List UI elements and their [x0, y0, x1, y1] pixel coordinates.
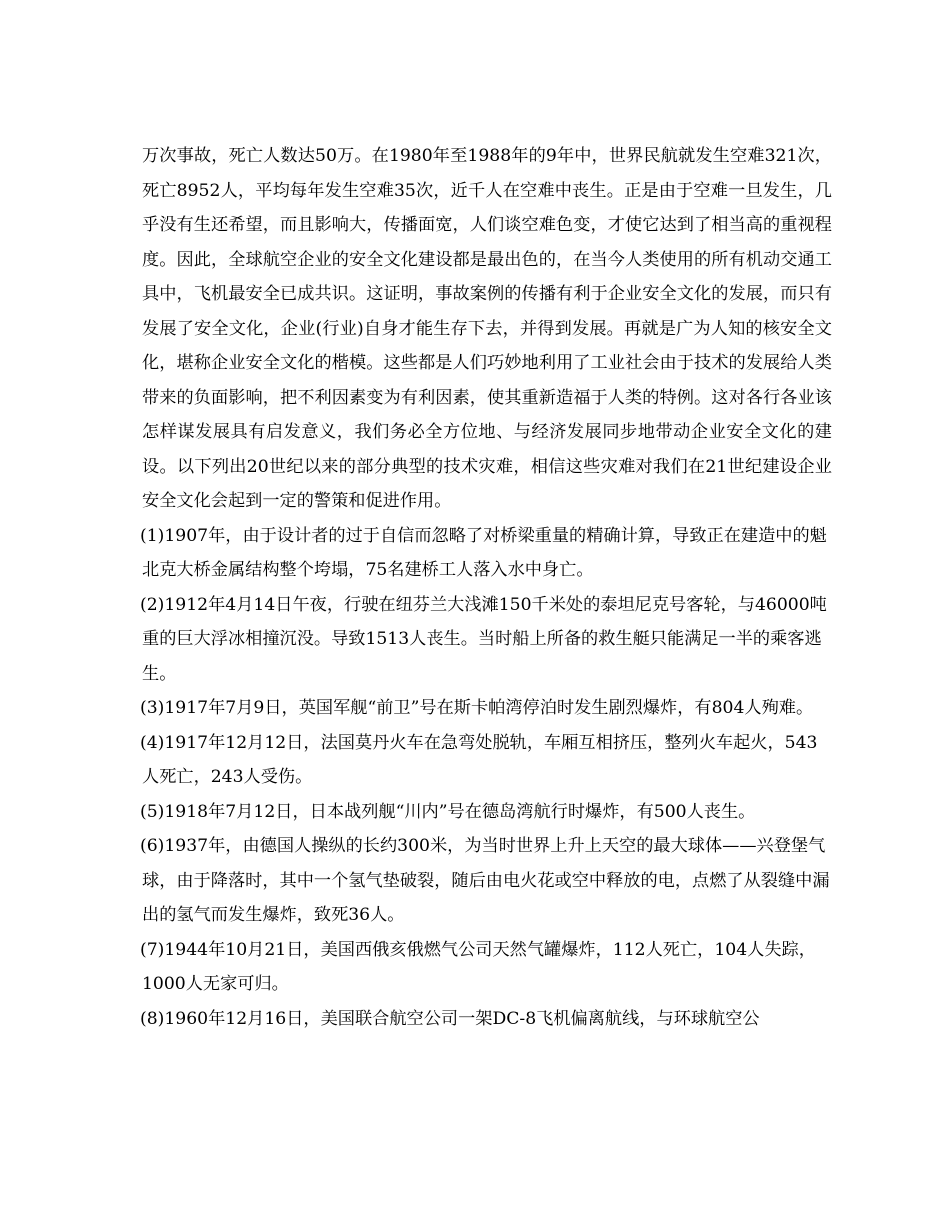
list-item: (4)1917年12月12日，法国莫丹火车在急弯处脱轨，车厢互相挤压，整列火车起火，543人死亡，243人受伤。 [140, 732, 818, 787]
list-item: (2)1912年4月14日午夜，行驶在纽芬兰大浅滩150千米处的泰坦尼克号客轮，与46000吨重的巨大浮冰相撞沉没。导致1513人丧生。当时船上所备的救生艇只能满足一半的乘客逃生。 [140, 594, 827, 684]
document-body [142, 139, 832, 1036]
intro-paragraph: 万次事故，死亡人数达50万。在1980年至1988年的9年中，世界民航就发生空难321次，死亡8952人，平均每年发生空难35次，近千人在空难中丧生。正是由于空难一旦发生，几乎没有生还希望，而且影响大，传播面宽，人们谈空难色变，才使它达到了相当高的重视程度。因此，全球航空企业的安全文化建设都是最出色的，在当今人类使用的所有机动交通工具中，飞机最安全已成共识。这证明，事故案例的传播有利于企业安全文化的发展，而只有发展了安全文化，企业(行业)自身才能生存下去，并得到发展。再就是广为人知的核安全文化，堪称企业安全文化的楷模。这些都是人们巧妙地利用了工业社会由于技术的发展给人类带来的负面影响，把不利因素变为有利因素，使其重新造福于人类的特例。这对各行各业该怎样谋发展具有启发意义，我们务必全方位地、与经济发展同步地带动企业安全文化的建设。以下列出20世纪以来的部分典型的技术灾难，相信这些灾难对我们在21世纪建设企业安全文化会起到一定的警策和促进作用。 [142, 146, 832, 511]
list-item: (6)1937年，由德国人操纵的长约300米，为当时世界上升上天空的最大球体——兴登堡气球，由于降落时，其中一个氢气垫破裂，随后由电火花或空中释放的电，点燃了从裂缝中漏出的氢气而发生爆炸，致死36人。 [140, 836, 830, 925]
list-item: (7)1944年10月21日，美国西俄亥俄燃气公司天然气罐爆炸，112人死亡，104人失踪，1000人无家可归。 [140, 939, 816, 994]
list-item: (8)1960年12月16日，美国联合航空公司一架DC-8飞机偏离航线，与环球航空公 [140, 1008, 760, 1029]
list-item: (5)1918年7月12日，日本战列舰“川内”号在德岛湾航行时爆炸，有500人丧生。 [140, 801, 756, 822]
list-item: (3)1917年7月9日，英国军舰“前卫”号在斯卡帕湾停泊时发生剧烈爆炸，有804人殉难。 [140, 698, 814, 718]
list-item: (1)1907年，由于设计者的过于自信而忽略了对桥梁重量的精确计算，导致正在建造中的魁北克大桥金属结构整个垮塌，75名建桥工人落入水中身亡。 [140, 525, 827, 580]
